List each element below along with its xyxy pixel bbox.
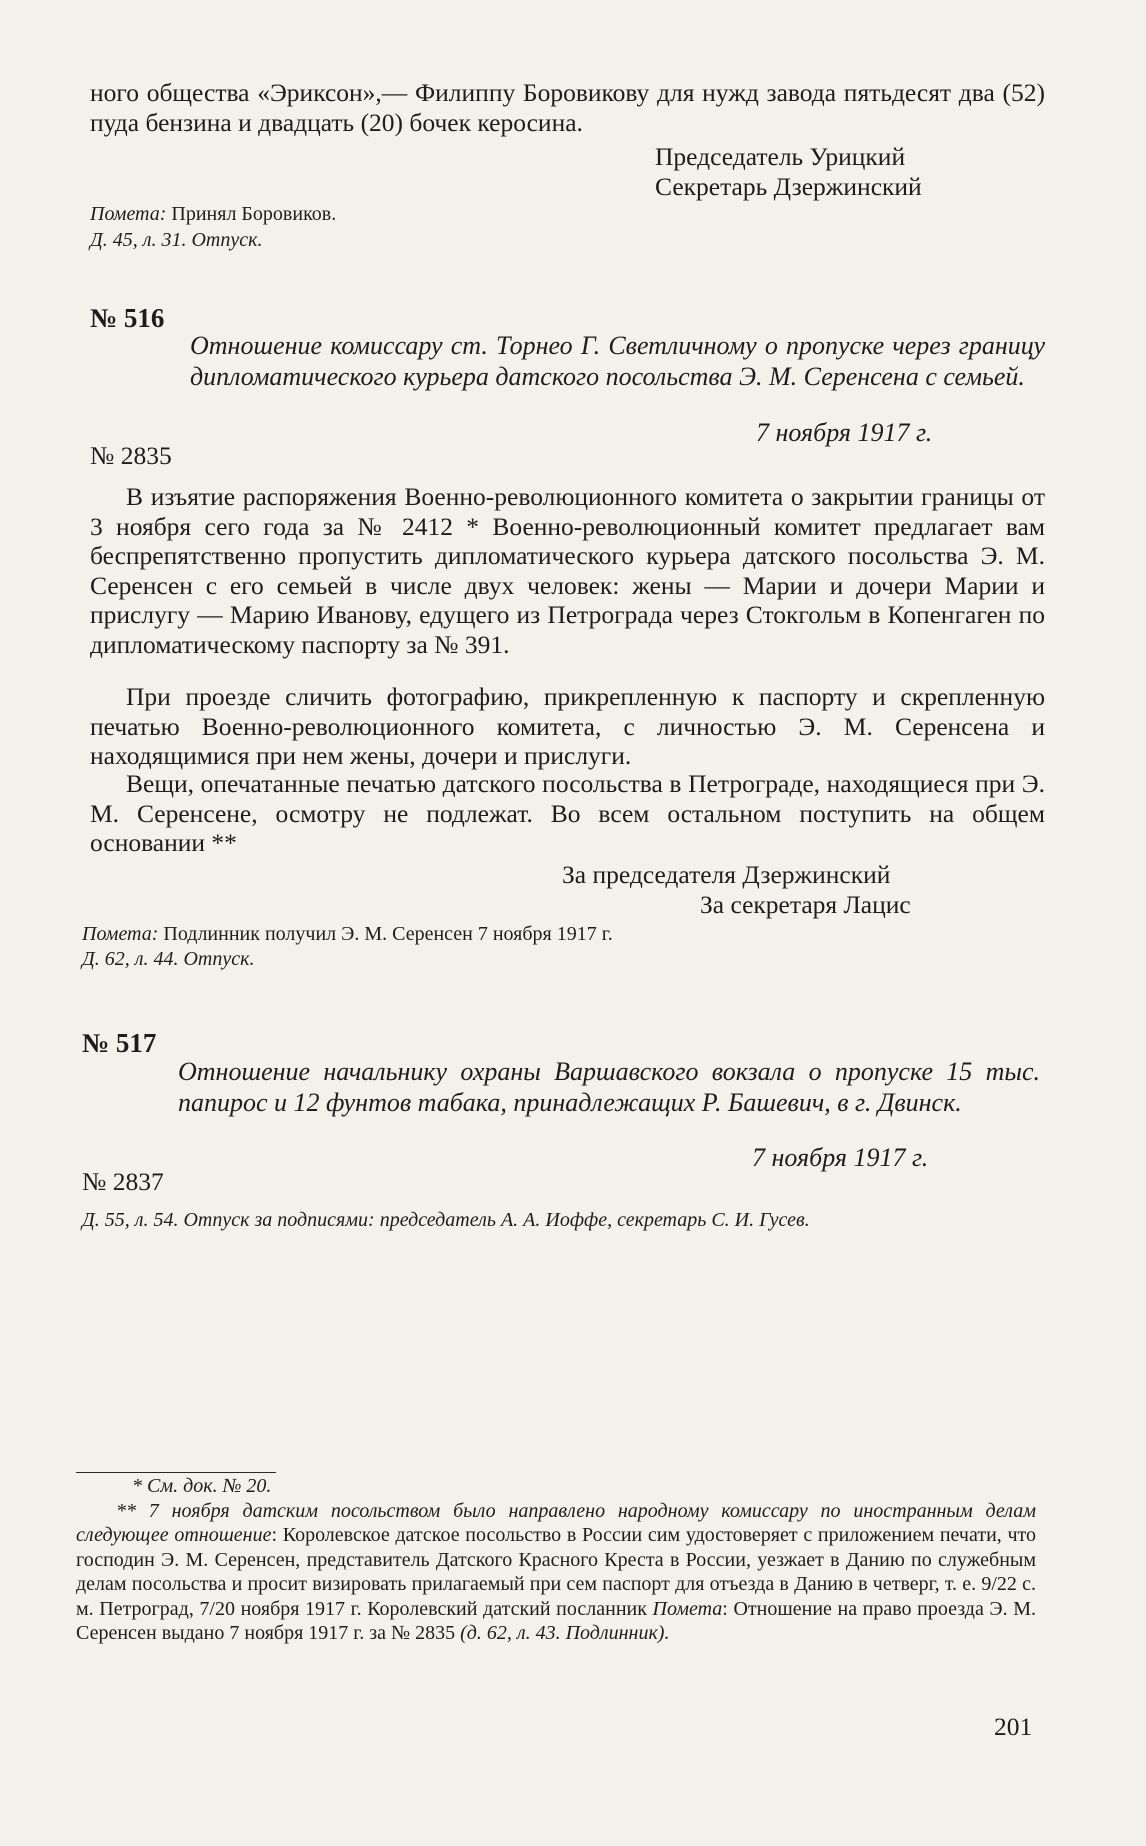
top-note-label: Помета: bbox=[90, 203, 167, 225]
doc516-reg-number: № 2835 bbox=[90, 441, 172, 470]
top-signature-secretary: Секретарь Дзержинский bbox=[655, 172, 922, 201]
doc516-ref: Д. 62, л. 44. Отпуск. bbox=[82, 948, 255, 970]
footnote-2-label: Помета bbox=[652, 1597, 723, 1620]
top-note-text: Принял Боровиков. bbox=[166, 203, 337, 225]
doc517-number: № 517 bbox=[82, 1028, 157, 1058]
doc516-paragraph-3: Вещи, опечатанные печатью датского посольства в Петрограде, находящиеся при Э. М. Серенсене, осмотру не подлежат. Во всем остальном поступить на общем основании ** bbox=[90, 769, 1045, 857]
doc517-reg-number: № 2837 bbox=[82, 1167, 164, 1196]
footnote-2-tail: : Отношение на право проезда Э. М. Серенсен выдано 7 ноября 1917 г. за № 2835 bbox=[76, 1597, 1036, 1644]
top-paragraph: ного общества «Эриксон»,— Филиппу Боровикову для нужд завода пятьдесят два (52) пуда бензина и двадцать (20) бочек керосина. bbox=[90, 78, 1045, 137]
doc516-signature-secretary: За секретаря Лацис bbox=[700, 890, 911, 919]
doc516-number: № 516 bbox=[90, 303, 165, 333]
footnote-2-italic: ** 7 ноября датским посольством было направлено народному комиссару по иностранным делам следующее отношение bbox=[76, 1499, 1036, 1546]
doc516-note-text: Подлинник получил Э. М. Серенсен 7 ноября 1917 г. bbox=[158, 923, 613, 945]
doc517-ref: Д. 55, л. 54. Отпуск за подписями: председатель А. А. Иоффе, секретарь С. И. Гусев. bbox=[82, 1209, 810, 1231]
footnote-2 bbox=[76, 1499, 1036, 1646]
doc516-date: 7 ноября 1917 г. bbox=[756, 418, 933, 447]
doc516-title: Отношение комиссару ст. Торнео Г. Светличному о пропуске через границу дипломатического курьера датского посольства Э. М. Серенсена с семьей. bbox=[190, 331, 1045, 391]
doc517-title: Отношение начальнику охраны Варшавского вокзала о пропуске 15 тыс. папирос и 12 фунтов табака, принадлежащих Р. Башевич, в г. Двинск. bbox=[178, 1057, 1040, 1117]
doc516-paragraph-2: При проезде сличить фотографию, прикрепленную к паспорту и скрепленную печатью Военно-революционного комитета, с личностью Э. М. Серенсена и находящимися при нем жены, дочери и прислуги. bbox=[90, 682, 1045, 770]
doc516-paragraph-1: В изъятие распоряжения Военно-революционного комитета о закрытии границы от 3 ноября сего года за № 2412 * Военно-революционный комитет предлагает вам беспрепятственно пропустить дипломатического курьера датского посольства Э. М. Серенсен с его семьей в числе двух человек: жены — Марии и дочери Марии и прислугу — Марию Иванову, едущего из Петрограда через Стокгольм в Копенгаген по дипломатическому паспорту за № 391. bbox=[90, 482, 1045, 659]
top-ref: Д. 45, л. 31. Отпуск. bbox=[90, 229, 263, 251]
footnote-1: * См. док. № 20. bbox=[132, 1475, 272, 1497]
doc516-note bbox=[82, 922, 613, 947]
doc517-date: 7 ноября 1917 г. bbox=[752, 1143, 929, 1172]
doc516-signature-chairman: За председателя Дзержинский bbox=[562, 860, 891, 889]
top-signature-chairman: Председатель Урицкий bbox=[655, 142, 906, 171]
doc516-note-label: Помета: bbox=[82, 923, 159, 945]
page-number: 201 bbox=[994, 1712, 1033, 1741]
footnotes bbox=[76, 1474, 1036, 1646]
top-note bbox=[90, 202, 336, 227]
footnote-2-text: : Королевское датское посольство в России сим удостоверяет с приложением печати, что господин Э. М. Серенсен, представитель Датского Красного Креста в России, уезжает в Данию по служебным делам посольства и просит визировать прилагаемый при сем паспорт для отъезда в Данию в четверг, т. е. 9/22 с. м. Петроград, 7/20 ноября 1917 г. Королевский датский посланник bbox=[76, 1524, 1036, 1620]
footnote-2-ref: (д. 62, л. 43. Подлинник). bbox=[460, 1622, 670, 1644]
footnote-rule bbox=[76, 1472, 276, 1473]
